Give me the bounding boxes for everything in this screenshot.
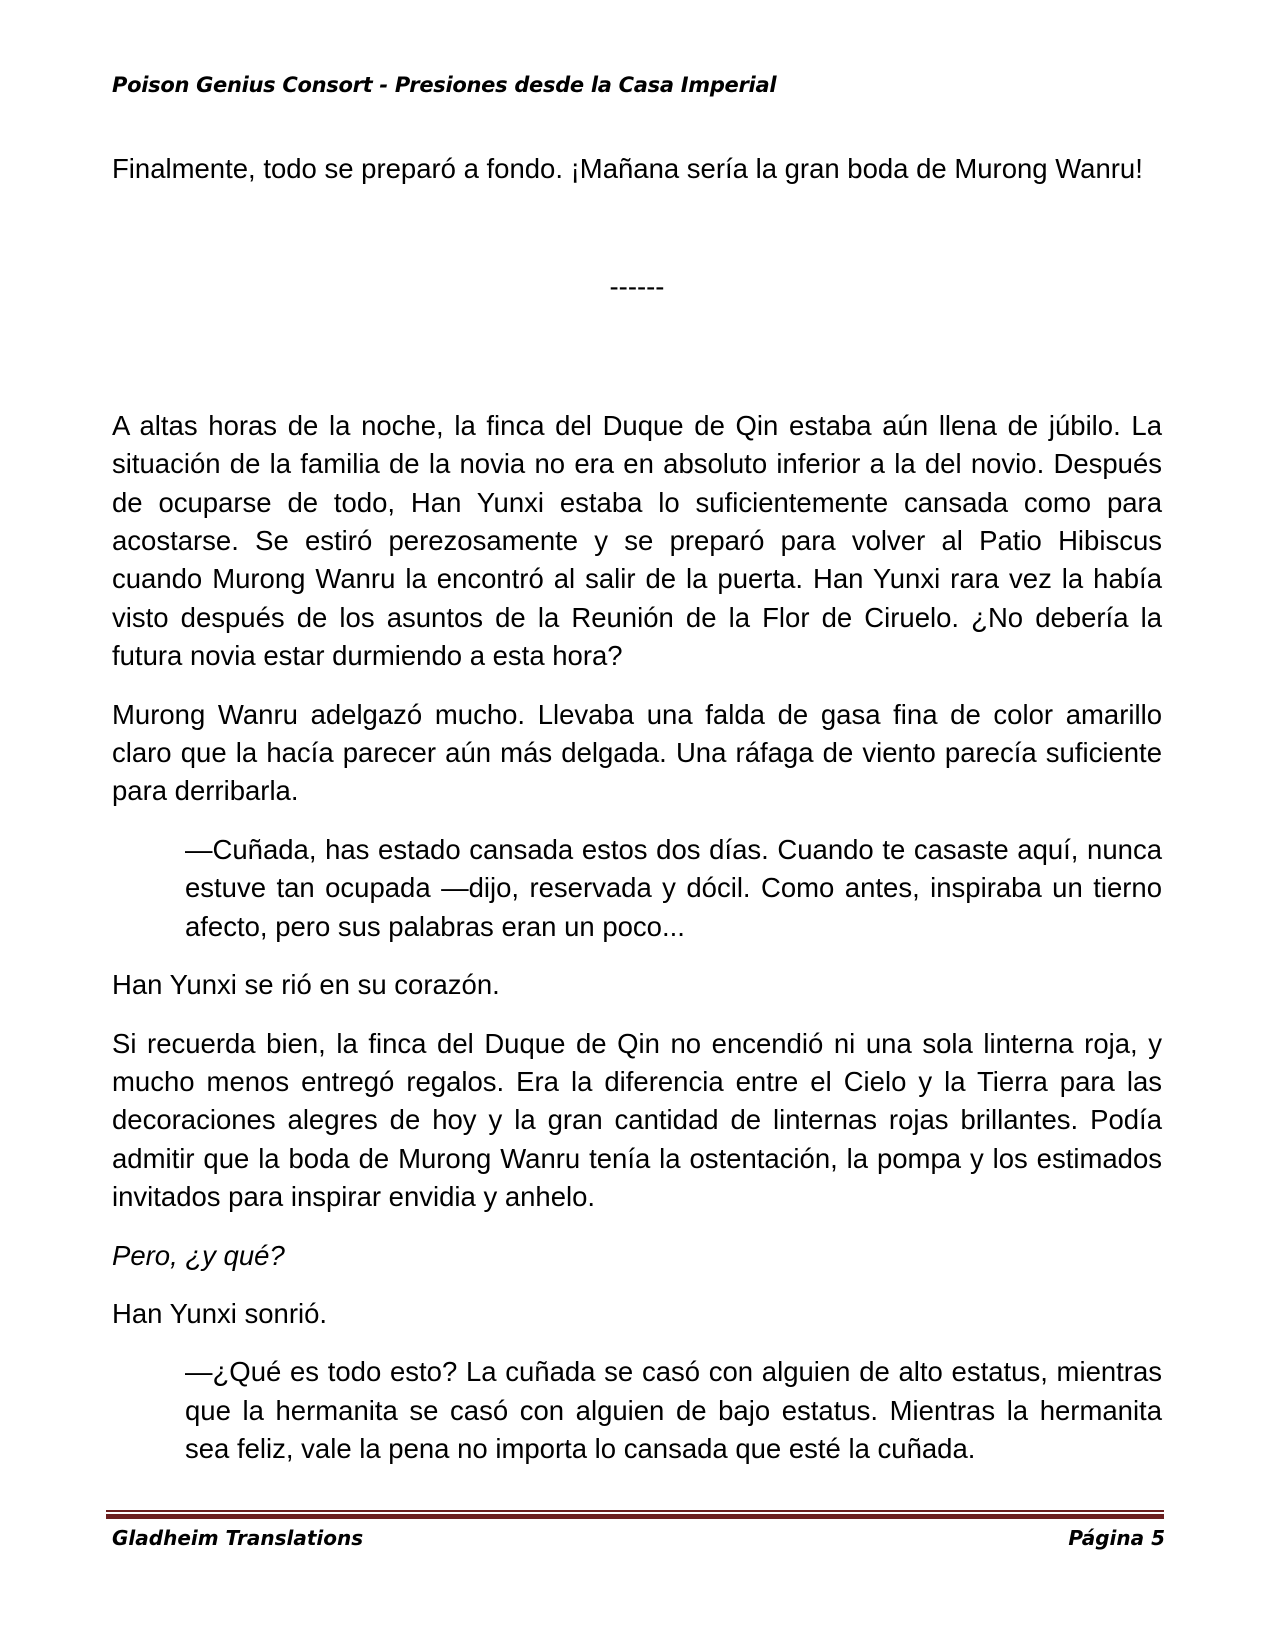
paragraph-2: A altas horas de la noche, la finca del Duque de Qin estaba aún llena de júbilo. La situación de la familia de la novia no era en absoluto inferior a la del novio. Después de ocuparse de todo, Han Yunxi estaba lo suficientemente cansada como para acostarse. Se estiró perezosamente y se preparó para volver al Patio Hibiscus cuando Murong Wanru la encontró al salir de la puerta. Han Yunxi rara vez la había visto después de los asuntos de la Reunión de la Flor de Ciruelo. ¿No debería la futura novia estar durmiendo a esta hora? <box>112 409 1162 672</box>
footer-rule-thin-line <box>106 1510 1164 1512</box>
paragraph-8: Han Yunxi sonrió. <box>112 1297 328 1329</box>
paragraph-5: Han Yunxi se rió en su corazón. <box>112 969 500 1001</box>
paragraph-6: Si recuerda bien, la finca del Duque de Qin no encendió ni una sola linterna roja, y mucho menos entregó regalos. Era la diferencia entre el Cielo y la Tierra para las decoraciones alegres de hoy y la gran cantidad de linternas rojas brillantes. Podía admitir que la boda de Murong Wanru tenía la ostentación, la pompa y los estimados invitados para inspirar envidia y anhelo. <box>112 1027 1162 1213</box>
thought-paragraph: Pero, ¿y qué? <box>112 1239 285 1271</box>
footer-page-number: Página 5 <box>1068 1526 1165 1550</box>
section-divider: ------ <box>609 271 665 303</box>
paragraph-1: Finalmente, todo se preparó a fondo. ¡Mañana sería la gran boda de Murong Wanru! <box>112 153 1143 184</box>
page-header-title: Poison Genius Consort - Presiones desde la Casa Imperial <box>112 73 777 97</box>
footer-publisher: Gladheim Translations <box>112 1526 364 1550</box>
footer-rule <box>106 1510 1164 1520</box>
footer-rule-thick-line <box>106 1514 1164 1519</box>
dialogue-paragraph-1: —Cuñada, has estado cansada estos dos días. Cuando te casaste aquí, nunca estuve tan ocupada —dijo, reservada y dócil. Como antes, inspiraba un tierno afecto, pero sus palabras eran un poco... <box>185 833 1162 942</box>
paragraph-3: Murong Wanru adelgazó mucho. Llevaba una falda de gasa fina de color amarillo claro que la hacía parecer aún más delgada. Una ráfaga de viento parecía suficiente para derribarla. <box>112 698 1162 807</box>
page-body <box>112 150 1162 1489</box>
dialogue-paragraph-2: —¿Qué es todo esto? La cuñada se casó con alguien de alto estatus, mientras que la hermanita se casó con alguien de bajo estatus. Mientras la hermanita sea feliz, vale la pena no importa lo cansada que esté la cuñada. <box>185 1356 1162 1465</box>
